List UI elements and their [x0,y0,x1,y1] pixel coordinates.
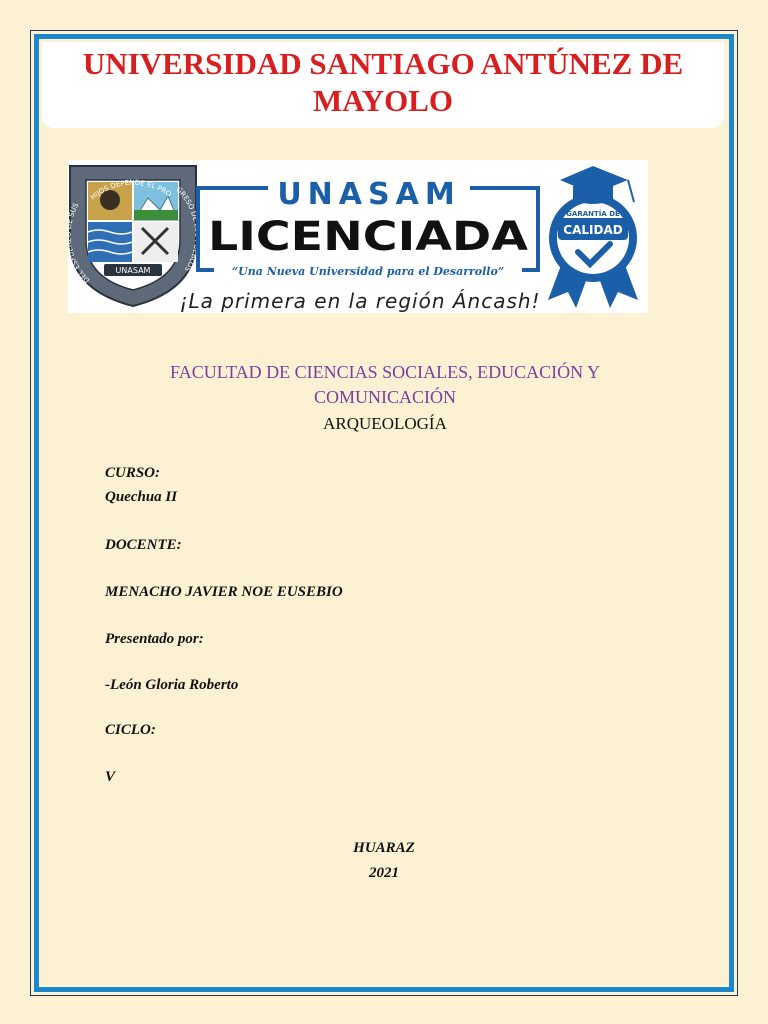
seal-bottom-text: UNASAM [115,266,151,275]
cycle-value: V [105,769,116,785]
year: 2021 [369,865,399,881]
licenciada-mark [179,177,540,313]
quality-badge-icon [548,166,638,308]
teacher-value: MENACHO JAVIER NOE EUSEBIO [105,584,343,600]
banner-slogan: ¡La primera en la región Áncash! [179,289,541,313]
course-value: Quechua II [105,489,178,505]
licenciada-banner [68,160,648,313]
course-label: CURSO: [105,465,161,481]
seal-left-text: DEL ESF SUS [68,201,92,285]
program-name: ARQUEOLOGÍA [323,414,447,433]
teacher-label: DOCENTE: [105,537,182,553]
badge-line2: CALIDAD [563,223,623,237]
banner-tagline: “Una Nueva Universidad para el Desarrollo” [231,265,505,278]
banner-graphic [68,160,648,313]
badge-line1: GARANTÍA DE [566,210,620,218]
headline-licenciada: LICENCIADA [208,214,529,260]
brand-unasam: UNASAM [277,177,461,212]
faculty-name: FACULTAD DE CIENCIAS SOCIALES, EDUCACIÓN Y COMUNICACIÓN [170,362,600,407]
seal-top-text: HIJOS DEPENDE EL PRO [89,178,173,202]
presented-label: Presentado por: [105,631,204,647]
university-title: UNIVERSIDAD SANTIAGO ANTÚNEZ DE MAYOLO [82,46,684,118]
presented-value: -León Gloria Roberto [105,677,239,693]
cycle-label: CICLO: [105,722,156,738]
seal-right-text: GRESO DE LOS PUEBLOS [174,185,202,274]
unasam-seal-icon [68,166,201,306]
city: HUARAZ [353,840,415,856]
